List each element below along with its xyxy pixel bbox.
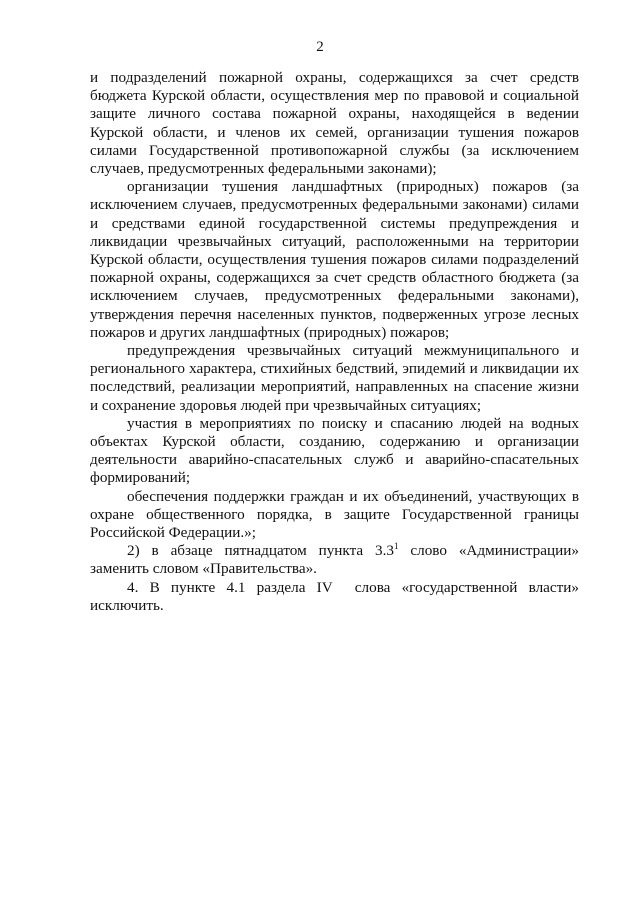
paragraph-landscape-fires: организации тушения ландшафтных (природных) пожаров (за исключением случаев, предусмотренных федеральными законами) силами и средствами единой государственной системы предупреждения и ликвидации чрезвычайных ситуаций, расположенными на территории Курской области, осуществления тушения пожаров силами подразделений пожарной охраны, содержащихся за счет средств областного бюджета (за исключением случаев, предусмотренных федеральными законами), утверждения перечня населенных пунктов, подверженных угрозе лесных пожаров и других ландшафтных (природных) пожаров;: [90, 178, 579, 341]
paragraph-fire-protection-continuation: и подразделений пожарной охраны, содержащихся за счет средств бюджета Курской области, осуществления мер по правовой и социальной защите личного состава пожарной охраны, находящейся в ведении Курской области, и членов их семей, организации тушения пожаров силами Государственной противопожарной службы (за исключением случаев, предусмотренных федеральными законами);: [90, 69, 579, 178]
page-number: 2: [316, 39, 324, 55]
paragraph-amendment-item-2: [90, 542, 579, 578]
paragraph-emergency-prevention: предупреждения чрезвычайных ситуаций межмуниципального и регионального характера, стихийных бедствий, эпидемий и ликвидации их последствий, реализации мероприятий, направленных на спасение жизни и сохранение здоровья людей при чрезвычайных ситуациях;: [90, 342, 579, 414]
item-2-superscript: 1: [394, 541, 399, 552]
paragraph-amendment-item-4: 4. В пункте 4.1 раздела IV слова «государственной власти» исключить.: [90, 578, 583, 614]
document-body: [90, 69, 583, 615]
item-2-text-before: 2) в абзаце пятнадцатом пункта 3.3: [127, 542, 395, 560]
paragraph-water-rescue: участия в мероприятиях по поиску и спасанию людей на водных объектах Курской области, созданию, содержанию и организации деятельности аварийно-спасательных служб и аварийно-спасательных формирований;: [90, 414, 579, 487]
item-2-text-after: слово «Администрации» заменить словом «Правительства».: [90, 542, 579, 578]
paragraph-public-order-support: обеспечения поддержки граждан и их объединений, участвующих в охране общественного порядка, в защите Государственной границы Российской Федерации.»;: [90, 487, 579, 542]
